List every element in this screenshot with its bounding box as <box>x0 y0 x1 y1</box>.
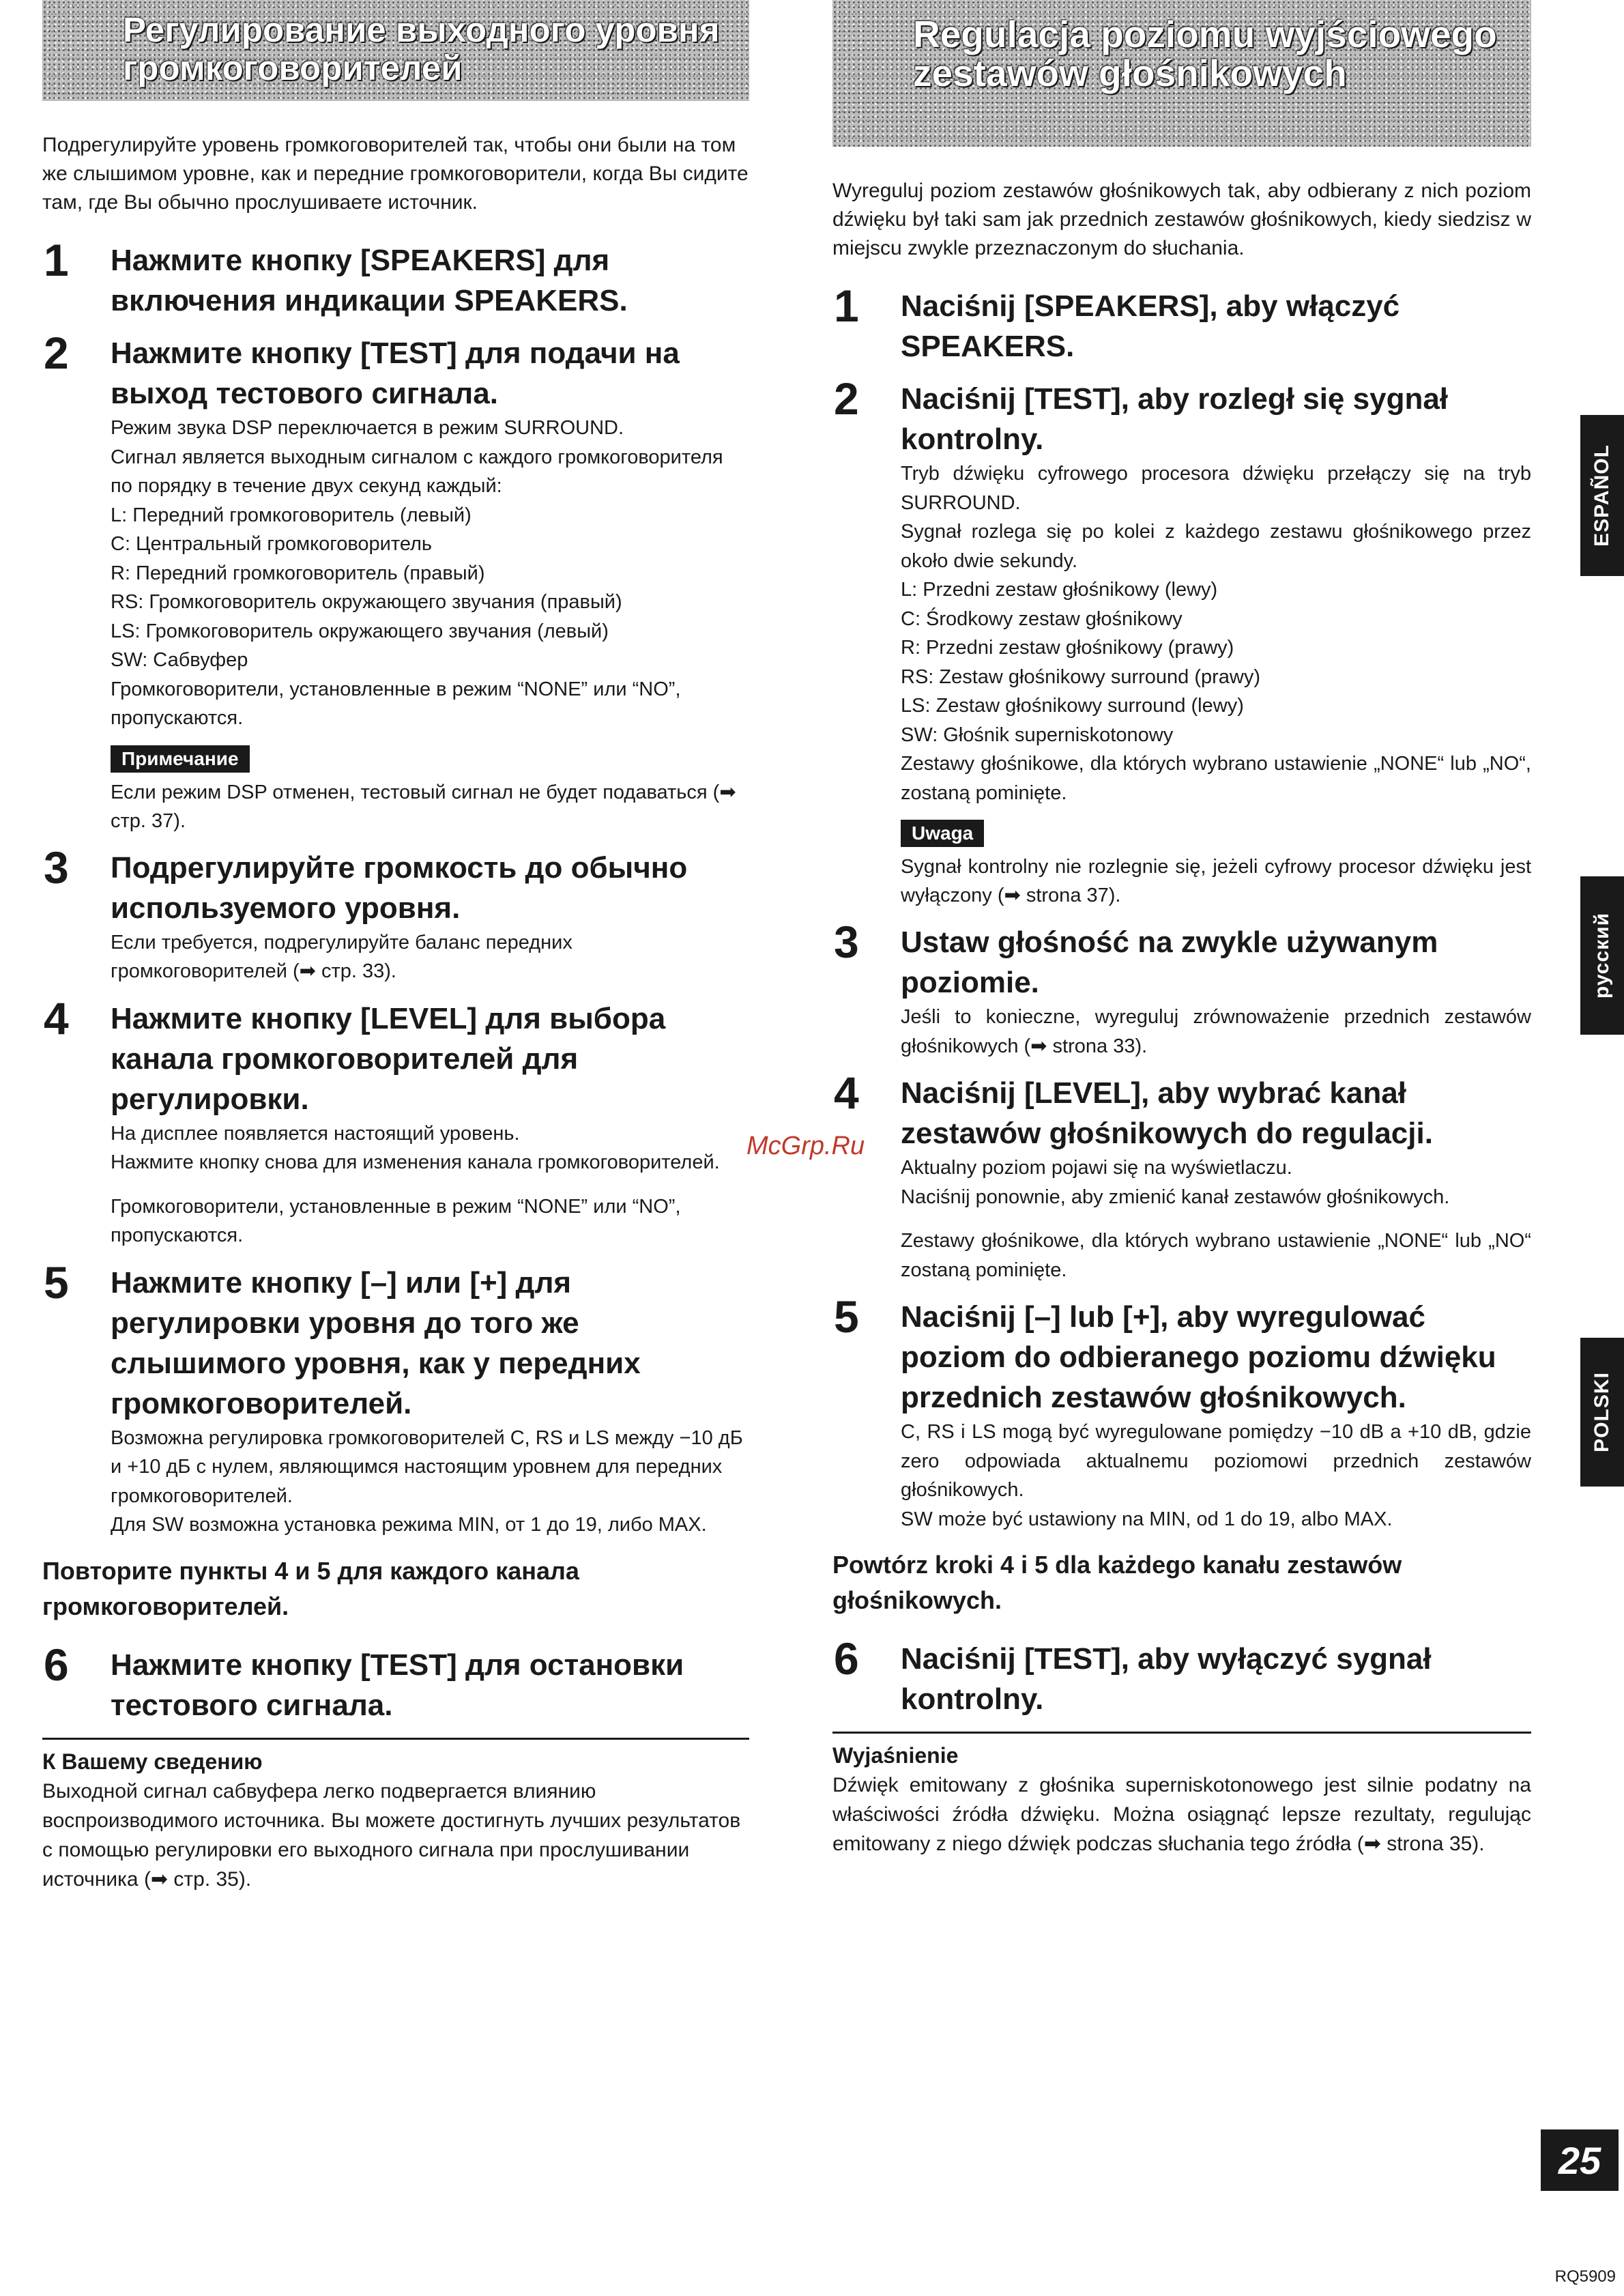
step-line: Zestawy głośnikowe, dla których wybrano ustawienie „NONE“ lub „NO“ zostaną pominięte. <box>901 1230 1531 1281</box>
step-line: Громкоговорители, установленные в режим “NONE” или “NO”, пропускаются. <box>111 678 681 729</box>
section-title-banner <box>832 0 1531 147</box>
watermark: McGrp.Ru <box>746 1132 865 1160</box>
step-line: L: Передний громкоговоритель (левый) <box>111 504 472 526</box>
step-line: C: Центральный громкоговоритель <box>111 533 433 555</box>
step-line: L: Przedni zestaw głośnikowy (lewy) <box>901 579 1218 601</box>
step-heading: Нажмите кнопку [SPEAKERS] для включения индикации SPEAKERS. <box>111 244 628 317</box>
step-body <box>901 1153 1531 1285</box>
document-code: RQ5909 <box>1554 2267 1616 2286</box>
step-1 <box>42 235 749 321</box>
step-line: Zestawy głośnikowe, dla których wybrano ustawienie „NONE“ lub „NO“, zostaną pominięte. <box>901 753 1531 804</box>
step-line: Для SW возможна установка режима MIN, от 1 до 19, либо MAX. <box>111 1514 707 1536</box>
intro-text: Wyreguluj poziom zestawów głośnikowych tak, aby odbierany z nich poziom dźwięku był taki sam jak przednich zestawów głośnikowych, kiedy siedzisz w miejscu zwykle przeznaczonym do słuchania. <box>832 180 1531 259</box>
step-body <box>901 459 1531 910</box>
polish-column <box>832 0 1531 1859</box>
step-line: Нажмите кнопку снова для изменения канала громкоговорителей. <box>111 1151 720 1173</box>
step-number: 5 <box>834 1291 859 1342</box>
step-4 <box>832 1067 1531 1285</box>
step-number: 1 <box>834 281 859 331</box>
step-number: 4 <box>834 1067 859 1118</box>
section-title: Regulacja poziomu wyjściowego zestawów głośnikowych <box>913 13 1497 94</box>
language-tab-espanol <box>1580 415 1624 576</box>
step-heading: Нажмите кнопку [TEST] для подачи на выход тестового сигнала. <box>111 336 680 410</box>
step-line: LS: Zestaw głośnikowy surround (lewy) <box>901 695 1244 717</box>
step-line: Возможна регулировка громкоговорителей C, RS и LS между −10 дБ и +10 дБ с нулем, являющимся настоящим уровнем для передних громкоговорителей. <box>111 1426 743 1507</box>
fyi-text: Dźwięk emitowany z głośnika superniskotonowego jest silnie podatny na właściwości źródła dźwięku. Można osiągnąć lepsze rezultaty, regulując emitowany z niego dźwięk podczas słuchania tego źródła (➡ strona 35). <box>832 1774 1531 1855</box>
step-line: RS: Громкоговоритель окружающего звучания (правый) <box>111 591 622 613</box>
step-heading: Naciśnij [–] lub [+], aby wyregulować poziom do odbieranego poziomu dźwięku przednich zestawów głośnikowych. <box>901 1300 1496 1414</box>
step-line: Naciśnij ponownie, aby zmienić kanał zestawów głośnikowych. <box>901 1186 1450 1208</box>
step-line: На дисплее появляется настоящий уровень. <box>111 1122 520 1145</box>
step-heading: Naciśnij [TEST], aby wyłączyć sygnał kontrolny. <box>901 1642 1432 1716</box>
step-number: 2 <box>44 328 69 378</box>
step-line: Если требуется, подрегулируйте баланс передних громкоговорителей (➡ стр. 33). <box>111 931 572 982</box>
step-body <box>111 928 749 986</box>
step-line: R: Передний громкоговоритель (правый) <box>111 562 485 584</box>
step-heading: Naciśnij [SPEAKERS], aby włączyć SPEAKERS. <box>901 289 1400 363</box>
russian-column <box>42 0 749 1894</box>
step-line: Sygnał rozlega się po kolei z każdego zestawu głośnikowego przez około dwie sekundy. <box>901 521 1531 572</box>
step-line: SW może być ustawiony na MIN, od 1 do 19, albo MAX. <box>901 1508 1393 1530</box>
step-heading: Подрегулируйте громкость до обычно используемого уровня. <box>111 850 688 925</box>
step-line: Aktualny poziom pojawi się na wyświetlaczu. <box>901 1157 1292 1179</box>
step-line: SW: Сабвуфер <box>111 649 248 671</box>
step-body <box>111 1119 749 1250</box>
step-heading: Naciśnij [LEVEL], aby wybrać kanał zestawów głośnikowych do regulacji. <box>901 1076 1433 1150</box>
divider <box>42 1738 749 1740</box>
section-title-banner <box>42 0 749 101</box>
step-line: C: Środkowy zestaw głośnikowy <box>901 607 1183 630</box>
tab-label: POLSKI <box>1591 1372 1613 1452</box>
step-heading: Ustaw głośność na zwykle używanym poziomie. <box>901 925 1438 999</box>
step-4 <box>42 992 749 1250</box>
tab-label: русский <box>1591 912 1614 999</box>
step-line: R: Przedni zestaw głośnikowy (prawy) <box>901 637 1234 659</box>
step-body <box>111 1424 749 1540</box>
step-number: 2 <box>834 373 859 424</box>
step-line: Tryb dźwięku cyfrowego procesora dźwięku przełączy się na tryb SURROUND. <box>901 463 1531 514</box>
step-2 <box>832 373 1531 910</box>
step-number: 5 <box>44 1257 69 1308</box>
step-3 <box>42 842 749 986</box>
step-body <box>901 1418 1531 1534</box>
step-heading: Нажмите кнопку [TEST] для остановки тестового сигнала. <box>111 1648 684 1722</box>
step-5 <box>832 1291 1531 1534</box>
step-number: 6 <box>834 1633 859 1684</box>
step-line: RS: Zestaw głośnikowy surround (prawy) <box>901 665 1261 688</box>
step-number: 3 <box>44 842 69 893</box>
divider <box>832 1732 1531 1734</box>
step-heading: Naciśnij [TEST], aby rozległ się sygnał kontrolny. <box>901 382 1449 456</box>
fyi-title: Wyjaśnienie <box>832 1743 959 1768</box>
fyi-text: Выходной сигнал сабвуфера легко подвергается влиянию воспроизводимого источника. Вы можете достигнуть лучших результатов с помощью регулировки его выходного сигнала при прослушивании источника (➡ стр. 35). <box>42 1779 741 1891</box>
step-5 <box>42 1257 749 1540</box>
step-number: 6 <box>44 1639 69 1690</box>
note-text: Sygnał kontrolny nie rozlegnie się, jeżeli cyfrowy procesor dźwięku jest wyłączony (➡ strona 37). <box>901 856 1531 906</box>
step-6 <box>832 1633 1531 1719</box>
step-6 <box>42 1639 749 1725</box>
step-line: SW: Głośnik superniskotonowy <box>901 723 1174 746</box>
step-line: Громкоговорители, установленные в режим “NONE” или “NO”, пропускаются. <box>111 1195 681 1246</box>
step-number: 1 <box>44 235 69 285</box>
page-number: 25 <box>1541 2129 1619 2191</box>
tab-label: ESPAÑOL <box>1591 444 1614 547</box>
note-text: Если режим DSP отменен, тестовый сигнал не будет подаваться (➡ стр. 37). <box>111 781 736 832</box>
step-1 <box>832 281 1531 367</box>
step-number: 3 <box>834 917 859 967</box>
section-title: Регулирование выходного уровня громкоговорителей <box>123 10 720 87</box>
step-line: C, RS i LS mogą być wyregulowane pomiędzy −10 dB a +10 dB, gdzie zero odpowiada aktualnemu poziomowi przednich zestawów głośnikowych. <box>901 1421 1531 1501</box>
step-line: LS: Громкоговоритель окружающего звучания (левый) <box>111 620 609 642</box>
language-tab-polski <box>1580 1338 1624 1487</box>
step-heading: Нажмите кнопку [–] или [+] для регулировки уровня до того же слышимого уровня, как у передних громкоговорителей. <box>111 1265 641 1420</box>
step-number: 4 <box>44 992 69 1044</box>
step-heading: Нажмите кнопку [LEVEL] для выбора канала громкоговорителей для регулировки. <box>111 1001 666 1116</box>
note-label: Примечание <box>111 745 250 773</box>
step-2 <box>42 328 749 835</box>
repeat-instruction: Повторите пункты 4 и 5 для каждого канала громкоговорителей. <box>42 1556 579 1620</box>
repeat-instruction: Powtórz kroki 4 i 5 dla każdego kanału zestawów głośnikowych. <box>832 1551 1402 1614</box>
step-body <box>111 414 749 835</box>
note-label: Uwaga <box>901 820 984 847</box>
fyi-title: К Вашему сведению <box>42 1749 263 1774</box>
step-3 <box>832 917 1531 1061</box>
step-body <box>901 1003 1531 1061</box>
language-tab-russian <box>1580 876 1624 1035</box>
step-line: Jeśli to konieczne, wyreguluj zrównoważenie przednich zestawów głośnikowych (➡ strona 33). <box>901 1006 1531 1057</box>
step-line: Режим звука DSP переключается в режим SURROUND. <box>111 417 624 439</box>
step-line: Сигнал является выходным сигналом с каждого громкоговорителя по порядку в течение двух секунд каждый: <box>111 446 723 497</box>
intro-text: Подрегулируйте уровень громкоговорителей так, чтобы они были на том же слышимом уровне, как и передние громкоговорители, когда Вы сидите там, где Вы обычно прослушиваете источник. <box>42 134 749 214</box>
